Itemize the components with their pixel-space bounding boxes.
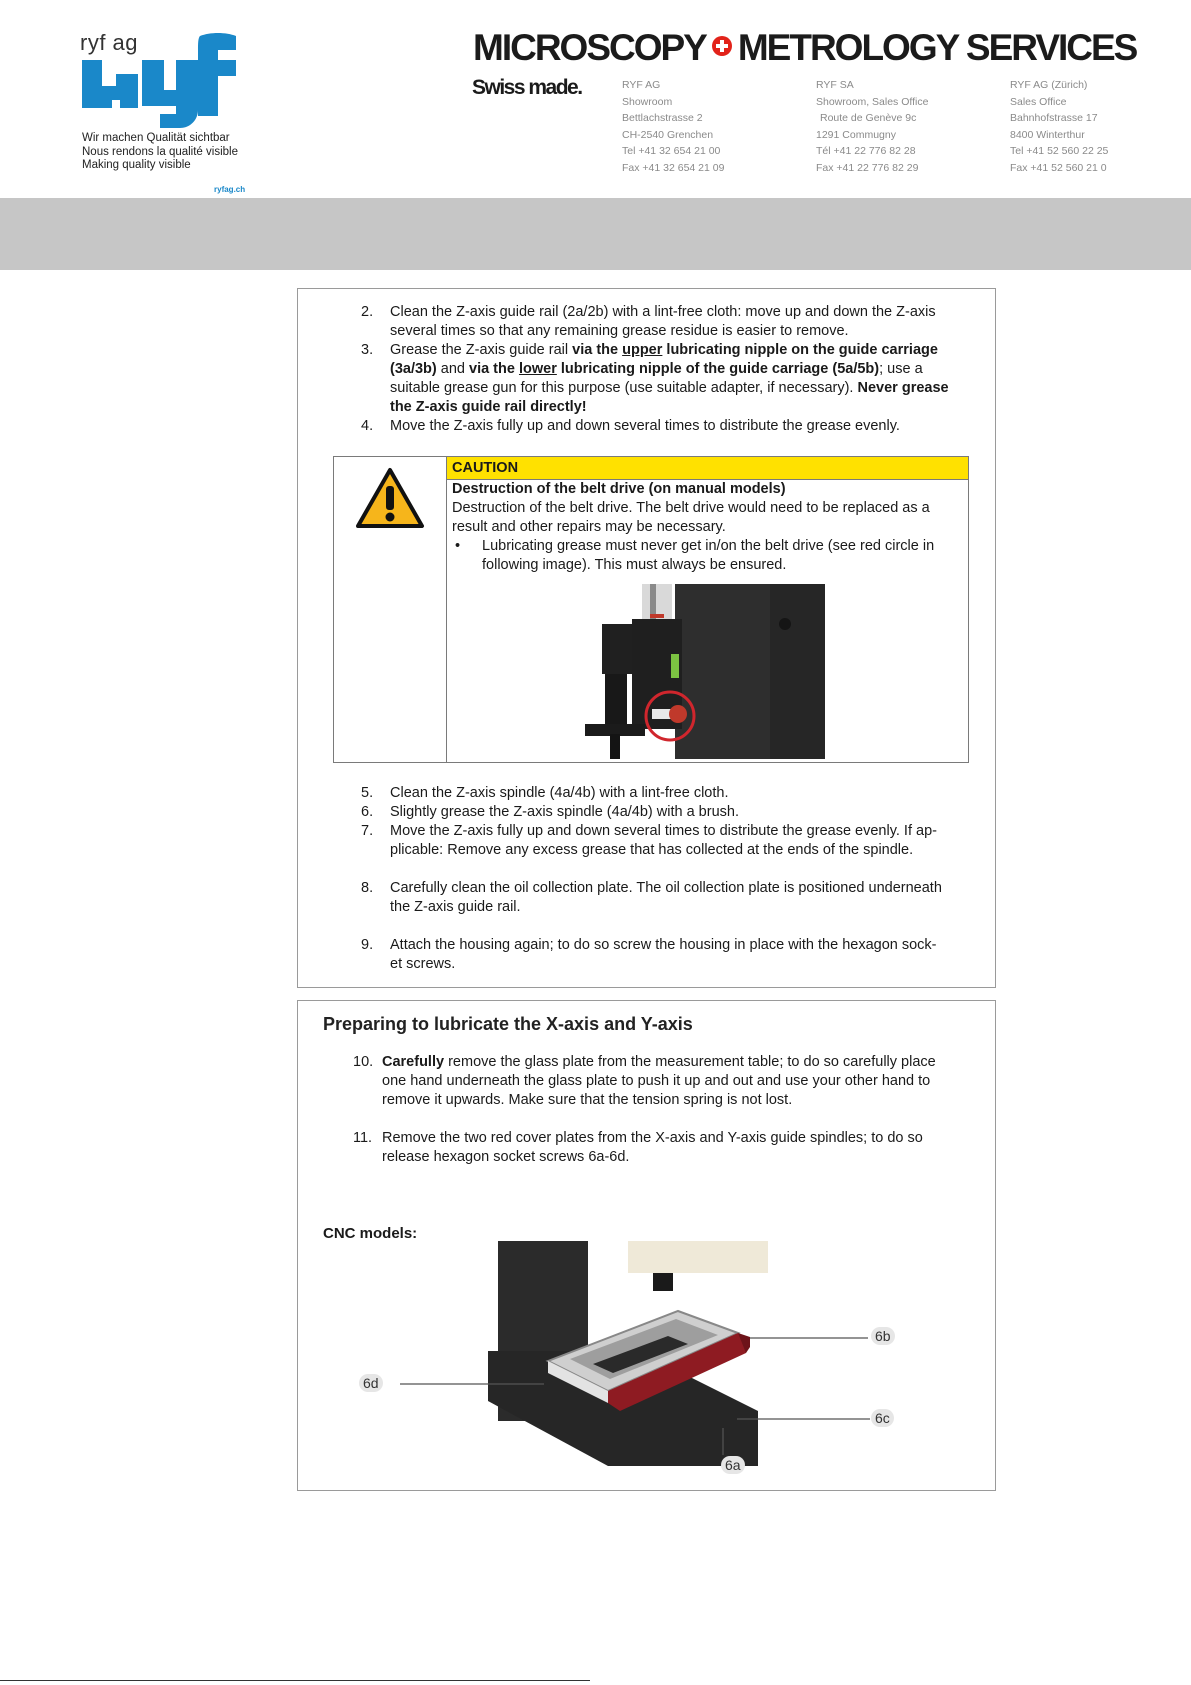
callout-6c: 6c <box>871 1409 894 1427</box>
step-line: Carefully remove the glass plate from the measurement table; to do so carefully place <box>382 1054 936 1070</box>
step-text <box>390 822 980 860</box>
swiss-cross-icon <box>712 36 732 56</box>
section-heading: Preparing to lubricate the X-axis and Y-axis <box>323 1014 693 1034</box>
brand-left: MICROSCOPY <box>473 27 706 68</box>
office-winterthur <box>1010 77 1108 177</box>
step-text <box>382 1053 982 1110</box>
caution-label: CAUTION <box>447 457 968 480</box>
step-number: 8. <box>361 880 374 896</box>
office-line: Bettlachstrasse 2 <box>622 112 703 125</box>
step-text <box>390 936 980 974</box>
office-grenchen <box>622 77 724 177</box>
office-line: 1291 Commugny <box>816 128 896 141</box>
caution-bullet-line: following image). This must always be ensured. <box>482 557 787 573</box>
office-line: Fax +41 52 560 21 0 <box>1010 161 1107 174</box>
step-text <box>390 303 980 341</box>
brand-wordmark <box>473 27 1136 69</box>
step-number: 7. <box>361 823 374 839</box>
caution-line: Destruction of the belt drive. The belt drive would need to be replaced as a <box>452 500 930 516</box>
step-text: Move the Z-axis fully up and down several times to distribute the grease evenly. <box>390 418 900 434</box>
cnc-label: CNC models: <box>323 1225 418 1242</box>
header-band <box>0 198 1191 270</box>
maintenance-panel-xy-axis <box>297 1000 996 1491</box>
step-number: 9. <box>361 937 374 953</box>
office-line: Tel +41 32 654 21 00 <box>622 145 721 158</box>
logo-text: ryf ag <box>80 30 139 55</box>
belt-drive-image <box>580 584 825 759</box>
office-line: RYF AG <box>622 79 661 91</box>
ryf-logo-icon <box>80 32 240 132</box>
office-commugny <box>816 77 928 177</box>
office-line: Tel +41 52 560 22 25 <box>1010 145 1109 158</box>
step-text <box>390 341 980 417</box>
office-line: Fax +41 32 654 21 09 <box>622 161 725 174</box>
caution-title: Destruction of the belt drive (on manual models) <box>452 481 786 497</box>
office-line: 8400 Winterthur <box>1010 128 1085 141</box>
office-line: Showroom, Sales Office <box>816 95 929 108</box>
step-line: release hexagon socket screws 6a-6d. <box>382 1149 630 1165</box>
caution-box <box>333 456 969 763</box>
step-line: (3a/3b) and via the lower lubricating nipple of the guide carriage (5a/5b); use a <box>390 361 923 377</box>
caution-bullet-line: Lubricating grease must never get in/on the belt drive (see red circle in <box>482 538 935 554</box>
step-line: several times so that any remaining grease residue is easier to remove. <box>390 323 849 339</box>
step-line: suitable grease gun for this purpose (use suitable adapter, if necessary). Never grease <box>390 380 949 396</box>
step-number: 11. <box>353 1130 373 1146</box>
office-line: Sales Office <box>1010 95 1067 108</box>
step-line: Remove the two red cover plates from the X-axis and Y-axis guide spindles; to do so <box>382 1130 923 1146</box>
tagline-en: Making quality visible <box>82 159 191 171</box>
warning-cell <box>334 457 447 762</box>
step-text: Slightly grease the Z-axis spindle (4a/4b) with a brush. <box>390 804 739 820</box>
step-text: Clean the Z-axis spindle (4a/4b) with a lint-free cloth. <box>390 785 729 801</box>
step-number: 6. <box>361 804 374 820</box>
tagline-fr: Nous rendons la qualité visible <box>82 145 238 158</box>
step-line: Carefully clean the oil collection plate. The oil collection plate is positioned underneath <box>390 880 942 896</box>
step-line: et screws. <box>390 956 456 972</box>
brand-right: METROLOGY SERVICES <box>737 27 1137 68</box>
step-line: plicable: Remove any excess grease that has collected at the ends of the spindle. <box>390 842 914 858</box>
step-text <box>390 879 980 917</box>
office-line: CH-2540 Grenchen <box>622 128 714 141</box>
step-line: the Z-axis guide rail. <box>390 899 521 915</box>
step-line: Grease the Z-axis guide rail via the upper lubricating nipple on the guide carriage <box>390 342 938 358</box>
tagline-de: Wir machen Qualität sichtbar <box>82 132 230 144</box>
cnc-table-image <box>358 1241 878 1471</box>
step-number: 3. <box>361 342 374 358</box>
callout-6a: 6a <box>721 1456 745 1474</box>
step-line: one hand underneath the glass plate to push it up and out and use your other hand to <box>382 1073 931 1089</box>
swiss-made: Swiss made. <box>472 76 582 99</box>
site-link[interactable]: ryfag.ch <box>214 185 246 194</box>
step-number: 4. <box>361 418 374 434</box>
office-line: Tél +41 22 776 82 28 <box>816 145 916 158</box>
step-line: Clean the Z-axis guide rail (2a/2b) with a lint-free cloth: move up and down the Z-axis <box>390 304 936 320</box>
step-number: 10. <box>353 1054 374 1070</box>
step-line: remove it upwards. Make sure that the tension spring is not lost. <box>382 1092 793 1108</box>
office-line: Route de Genève 9c <box>820 112 917 125</box>
office-line: Bahnhofstrasse 17 <box>1010 112 1098 125</box>
step-number: 5. <box>361 785 374 801</box>
step-number: 2. <box>361 304 374 320</box>
tagline <box>82 132 238 173</box>
office-line: RYF AG (Zürich) <box>1010 79 1088 91</box>
office-line: Showroom <box>622 95 673 108</box>
step-line: the Z-axis guide rail directly! <box>390 399 587 415</box>
step-line: Attach the housing again; to do so screw the housing in place with the hexagon sock- <box>390 937 937 953</box>
step-text <box>382 1129 982 1167</box>
callout-6d: 6d <box>359 1374 383 1392</box>
callout-6b: 6b <box>871 1327 895 1345</box>
bullet-icon: • <box>455 538 461 554</box>
maintenance-panel-z-axis <box>297 288 996 988</box>
footer-divider <box>0 1680 590 1681</box>
step-line: Move the Z-axis fully up and down several times to distribute the grease evenly. If ap- <box>390 823 937 839</box>
warning-triangle-icon <box>355 467 425 529</box>
caution-line: result and other repairs may be necessary. <box>452 519 726 535</box>
office-line: Fax +41 22 776 82 29 <box>816 161 919 174</box>
office-line: RYF SA <box>816 79 854 91</box>
